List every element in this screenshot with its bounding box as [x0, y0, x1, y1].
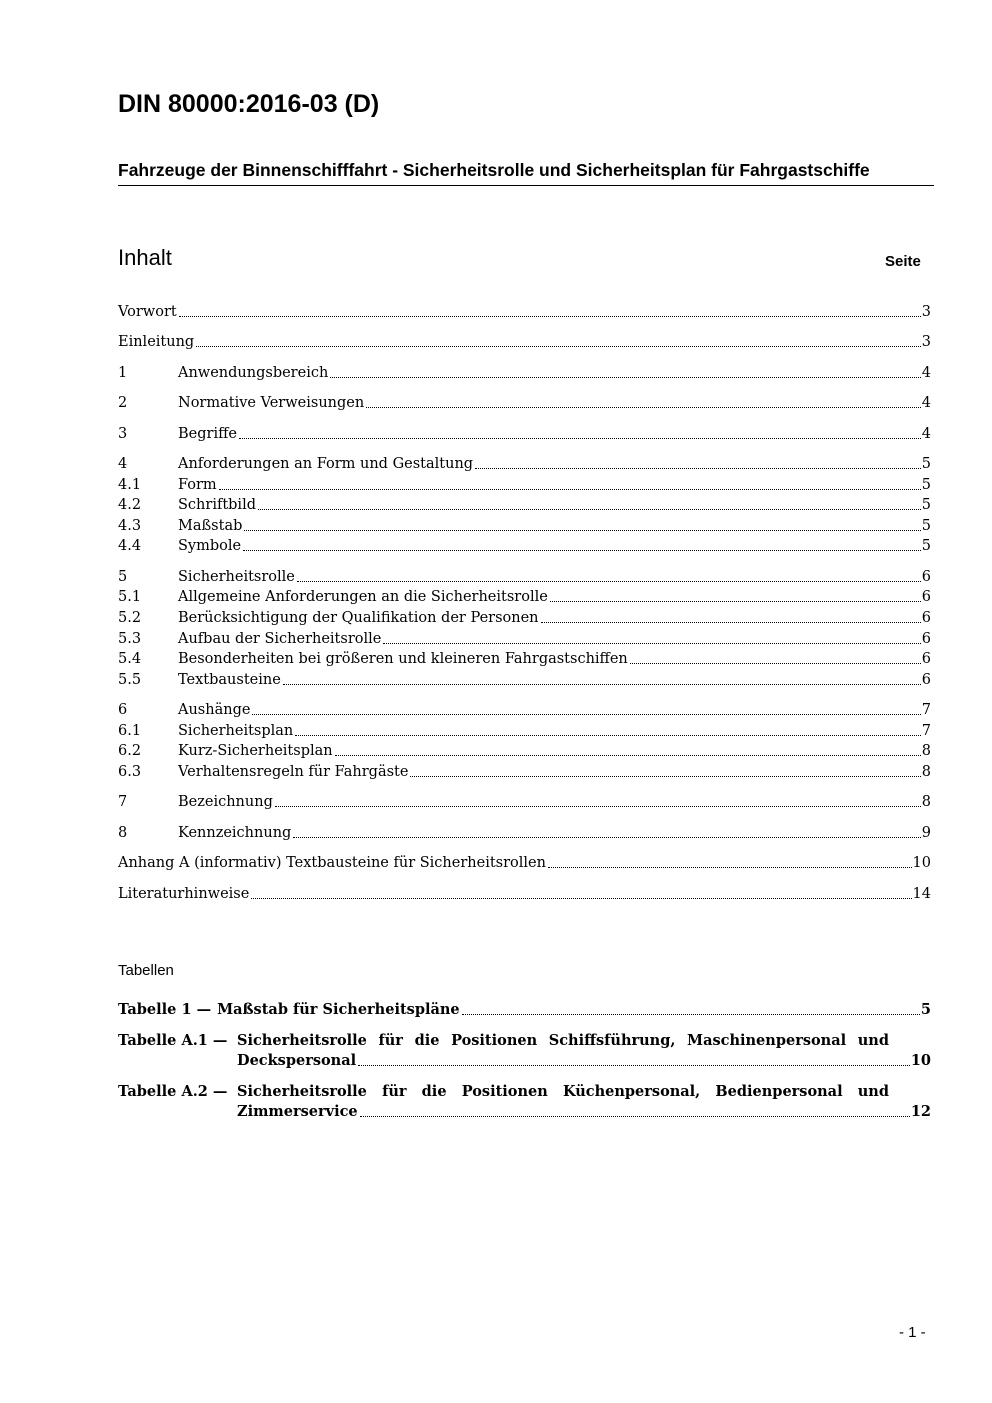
toc-page-column-label: Seite — [885, 253, 921, 270]
toc-entry-title: Maßstab — [178, 518, 243, 534]
toc-entry-title: Aufbau der Sicherheitsrolle — [178, 631, 382, 647]
toc-entry-page: 9 — [921, 825, 931, 841]
toc-entry-title: Besonderheiten bei größeren und kleineren Fahrgastschiffen — [178, 651, 628, 667]
toc-entry[interactable] — [118, 721, 931, 741]
leader-dots — [219, 489, 921, 490]
toc-entry-title: Aushänge — [178, 702, 251, 718]
toc-entry-title: Einleitung — [118, 334, 195, 350]
toc-entry-number: 3 — [118, 426, 128, 442]
leader-dots — [244, 530, 920, 531]
leader-dots — [410, 776, 920, 777]
toc-entry[interactable] — [118, 363, 931, 383]
toc-entry-number: 7 — [118, 794, 128, 810]
toc-entry-number: 8 — [118, 825, 128, 841]
toc-entry-number: 6.2 — [118, 743, 142, 759]
toc-entry-number: 4.1 — [118, 477, 142, 493]
leader-dots — [335, 755, 921, 756]
table-entry-page: 12 — [910, 1103, 931, 1120]
toc-entry-page: 4 — [921, 365, 931, 381]
toc-entry[interactable] — [118, 393, 931, 413]
toc-entry-number: 4.4 — [118, 538, 142, 554]
toc-entry-number: 6.3 — [118, 764, 142, 780]
table-entry-page: 5 — [920, 1001, 931, 1018]
toc-entry-title: Berücksichtigung der Qualifikation der Personen — [178, 610, 539, 626]
toc-entry-number: 5.1 — [118, 589, 142, 605]
toc-entry-title: Textbausteine — [178, 672, 281, 688]
title-word: Maschinenpersonal — [687, 1032, 847, 1049]
toc-entry-title: Kennzeichnung — [178, 825, 292, 841]
title-word: Bedienpersonal — [715, 1083, 843, 1100]
toc-entry-title: Schriftbild — [178, 497, 256, 513]
table-entry-title-line2: Zimmerservice — [237, 1103, 358, 1120]
leader-dots — [293, 837, 920, 838]
leader-dots — [462, 1014, 920, 1015]
toc-entry-number: 5 — [118, 569, 128, 585]
toc-entry-page: 6 — [921, 610, 931, 626]
toc-entry[interactable] — [118, 762, 931, 782]
title-word: und — [857, 1083, 889, 1100]
toc-entry-page: 7 — [921, 723, 931, 739]
toc-entry-title: Form — [178, 477, 217, 493]
toc-entry[interactable] — [118, 424, 931, 444]
toc-entry-title: Anhang A (informativ) Textbausteine für Sicherheitsrollen — [118, 855, 546, 871]
toc-entry[interactable] — [118, 853, 931, 873]
toc-entry-number: 5.3 — [118, 631, 142, 647]
leader-dots — [358, 1065, 910, 1066]
toc-entry-title: Symbole — [178, 538, 242, 554]
leader-dots — [258, 509, 921, 510]
toc-entry[interactable] — [118, 516, 931, 536]
toc-entry-title: Vorwort — [118, 304, 177, 320]
toc-entry-number: 2 — [118, 395, 128, 411]
toc-entry-page: 5 — [921, 538, 931, 554]
toc-entry-title: Sicherheitsplan — [178, 723, 294, 739]
toc-entry[interactable] — [118, 792, 931, 812]
leader-dots — [541, 622, 921, 623]
toc-entry-page: 4 — [921, 395, 931, 411]
toc-entry-title: Sicherheitsrolle — [178, 569, 295, 585]
toc-entry-page: 6 — [921, 569, 931, 585]
leader-dots — [243, 550, 921, 551]
toc-entry-number: 4.3 — [118, 518, 142, 534]
document-subtitle: Fahrzeuge der Binnenschifffahrt - Sicherheitsrolle und Sicherheitsplan für Fahrgastschiffe — [118, 159, 934, 186]
leader-dots — [330, 377, 920, 378]
leader-dots — [630, 663, 921, 664]
leader-dots — [548, 867, 912, 868]
leader-dots — [239, 438, 921, 439]
table-entry-title: Maßstab für Sicherheitspläne — [217, 1001, 460, 1018]
toc-entry[interactable] — [118, 670, 931, 690]
toc-entry-number: 1 — [118, 365, 128, 381]
toc-entry[interactable] — [118, 823, 931, 843]
toc-entry-page: 4 — [921, 426, 931, 442]
tables-heading: Tabellen — [118, 962, 174, 979]
leader-dots — [360, 1116, 910, 1117]
leader-dots — [251, 898, 911, 899]
toc-entry-number: 5.5 — [118, 672, 142, 688]
toc-entry-title: Bezeichnung — [178, 794, 273, 810]
title-word: Küchenpersonal, — [562, 1083, 701, 1100]
toc-entry-number: 6 — [118, 702, 128, 718]
table-entry-title-line1 — [237, 1031, 931, 1051]
toc-entry-page: 5 — [921, 456, 931, 472]
toc-entry-title: Begriffe — [178, 426, 237, 442]
toc-entry-title: Anforderungen an Form und Gestaltung — [178, 456, 474, 472]
leader-dots — [196, 346, 921, 347]
toc-entry[interactable] — [118, 475, 931, 495]
leader-dots — [297, 581, 921, 582]
leader-dots — [383, 643, 920, 644]
toc-entry[interactable] — [118, 587, 931, 607]
table-entry-label: Tabelle A.2 — — [118, 1083, 228, 1100]
leader-dots — [295, 735, 920, 736]
toc-entry-title: Kurz-Sicherheitsplan — [178, 743, 333, 759]
toc-entry[interactable] — [118, 649, 931, 669]
toc-entry-page: 8 — [921, 743, 931, 759]
toc-entry-title: Anwendungsbereich — [178, 365, 329, 381]
leader-dots — [550, 601, 921, 602]
toc-entry-page: 6 — [921, 589, 931, 605]
table-entry-1[interactable] — [118, 1000, 931, 1020]
leader-dots — [475, 468, 921, 469]
toc-entry-page: 6 — [921, 631, 931, 647]
toc-entry-page: 6 — [921, 672, 931, 688]
toc-entry-title: Verhaltensregeln für Fahrgäste — [178, 764, 409, 780]
title-word: für — [378, 1032, 403, 1049]
toc-entry[interactable] — [118, 332, 931, 352]
toc-entry-page: 5 — [921, 518, 931, 534]
toc-entry-page: 5 — [921, 497, 931, 513]
document-title: DIN 80000:2016-03 (D) — [118, 90, 380, 118]
table-entry-label: Tabelle 1 — — [118, 1001, 212, 1018]
title-word: Sicherheitsrolle — [237, 1083, 367, 1100]
toc-entry-page: 7 — [921, 702, 931, 718]
title-word: und — [857, 1032, 889, 1049]
title-word: für — [382, 1083, 407, 1100]
title-word: Positionen — [451, 1032, 538, 1049]
page-number: - 1 - — [899, 1324, 926, 1341]
table-entry-title-line1 — [237, 1082, 931, 1102]
toc-entry-number: 5.2 — [118, 610, 142, 626]
table-entry-title-line2: Deckspersonal — [237, 1052, 357, 1069]
table-entry-page: 10 — [910, 1052, 931, 1069]
toc-entry-number: 5.4 — [118, 651, 142, 667]
toc-entry-page: 3 — [921, 334, 931, 350]
toc-entry-page: 3 — [921, 304, 931, 320]
toc-entry-page: 14 — [912, 886, 931, 902]
toc-entry[interactable] — [118, 741, 931, 761]
title-word: die — [414, 1032, 440, 1049]
toc-entry[interactable] — [118, 495, 931, 515]
toc-entry[interactable] — [118, 302, 931, 322]
table-entry-a2[interactable] — [118, 1082, 931, 1122]
title-word: Positionen — [461, 1083, 548, 1100]
toc-entry[interactable] — [118, 567, 931, 587]
toc-entry-page: 5 — [921, 477, 931, 493]
toc-entry-page: 6 — [921, 651, 931, 667]
leader-dots — [179, 316, 921, 317]
title-word: die — [421, 1083, 447, 1100]
toc-entry-title: Allgemeine Anforderungen an die Sicherheitsrolle — [178, 589, 548, 605]
toc-heading: Inhalt — [118, 245, 172, 270]
toc-entry-number: 4.2 — [118, 497, 142, 513]
leader-dots — [252, 714, 920, 715]
toc-entry[interactable] — [118, 454, 931, 474]
leader-dots — [283, 684, 921, 685]
title-word: Schiffsführung, — [548, 1032, 676, 1049]
leader-dots — [275, 806, 921, 807]
toc-entry-title: Normative Verweisungen — [178, 395, 365, 411]
toc-entry-page: 8 — [921, 764, 931, 780]
title-word: Sicherheitsrolle — [237, 1032, 367, 1049]
toc-entry[interactable] — [118, 629, 931, 649]
toc-entry-page: 8 — [921, 794, 931, 810]
toc-entry-number: 6.1 — [118, 723, 142, 739]
leader-dots — [366, 407, 921, 408]
toc-entry-title: Literaturhinweise — [118, 886, 250, 902]
toc-entry[interactable] — [118, 536, 931, 556]
toc-entry[interactable] — [118, 700, 931, 720]
toc-entry-number: 4 — [118, 456, 128, 472]
table-entry-a1[interactable] — [118, 1031, 931, 1071]
table-entry-label: Tabelle A.1 — — [118, 1032, 228, 1049]
toc-entry[interactable] — [118, 608, 931, 628]
toc-entry-page: 10 — [912, 855, 931, 871]
toc-entry[interactable] — [118, 884, 931, 904]
